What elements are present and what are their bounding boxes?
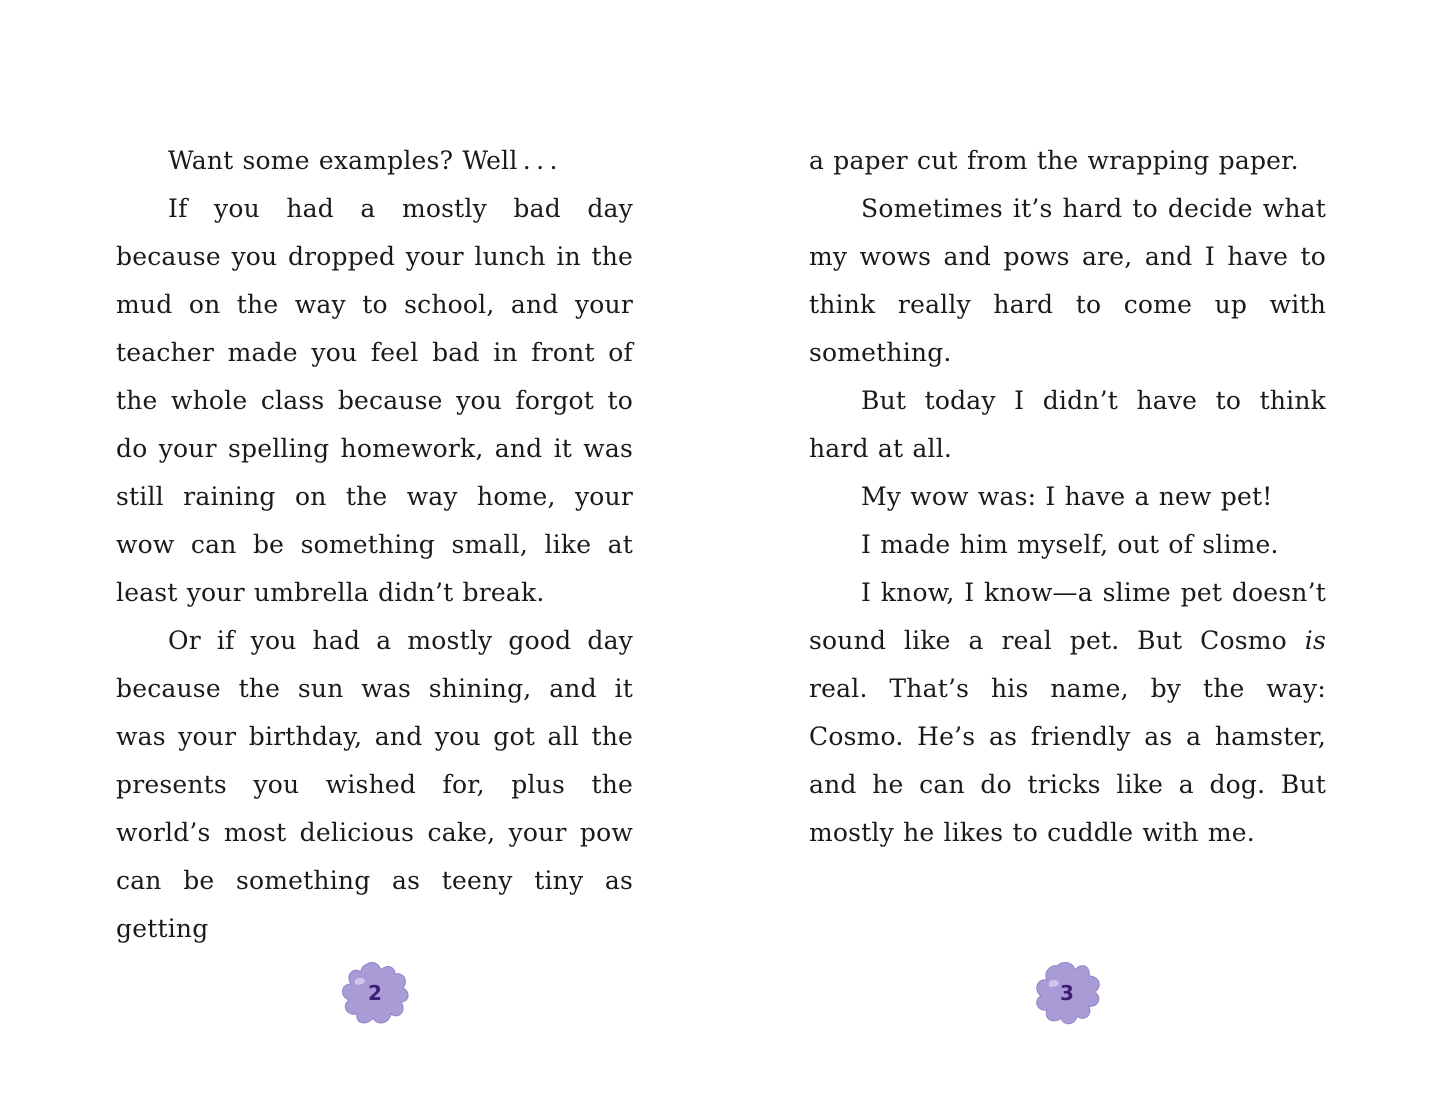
paragraph: Want some examples? Well . . .: [168, 146, 558, 175]
page-number-badge: [1029, 958, 1105, 1028]
page-number-badge: [337, 958, 413, 1028]
right-page: [809, 137, 1326, 857]
page-number: 2: [368, 981, 382, 1005]
paragraph-text: real. That’s his name, by the way: Cosmo. He’s as friendly as a hamster, and he can do tricks like a dog. But mostly he likes to cuddle with me.: [809, 674, 1326, 847]
paragraph: Or if you had a mostly good day because the sun was shining, and it was your birthday, and you got all the presents you wished for, plus the world’s most delicious cake, your pow can be something as teeny tiny as getting: [116, 626, 633, 943]
emphasis-text: is: [1304, 626, 1326, 655]
paragraph: But today I didn’t have to think hard at all.: [809, 386, 1326, 463]
paragraph: [809, 569, 1326, 857]
paragraph: Sometimes it’s hard to decide what my wows and pows are, and I have to think really hard to come up with something.: [809, 194, 1326, 367]
paragraph: a paper cut from the wrapping paper.: [809, 146, 1299, 175]
paragraph: My wow was: I have a new pet!: [861, 482, 1273, 511]
left-page: [116, 137, 633, 953]
page-number: 3: [1060, 981, 1074, 1005]
paragraph: I made him myself, out of slime.: [861, 530, 1279, 559]
paragraph: If you had a mostly bad day because you dropped your lunch in the mud on the way to school, and your teacher made you feel bad in front of the whole class because you forgot to do your spelling homework, and it was still raining on the way home, your wow can be something small, like at least your umbrella didn’t break.: [116, 194, 633, 607]
paragraph-text: I know, I know—a slime pet doesn’t sound like a real pet. But Cosmo: [809, 578, 1326, 655]
